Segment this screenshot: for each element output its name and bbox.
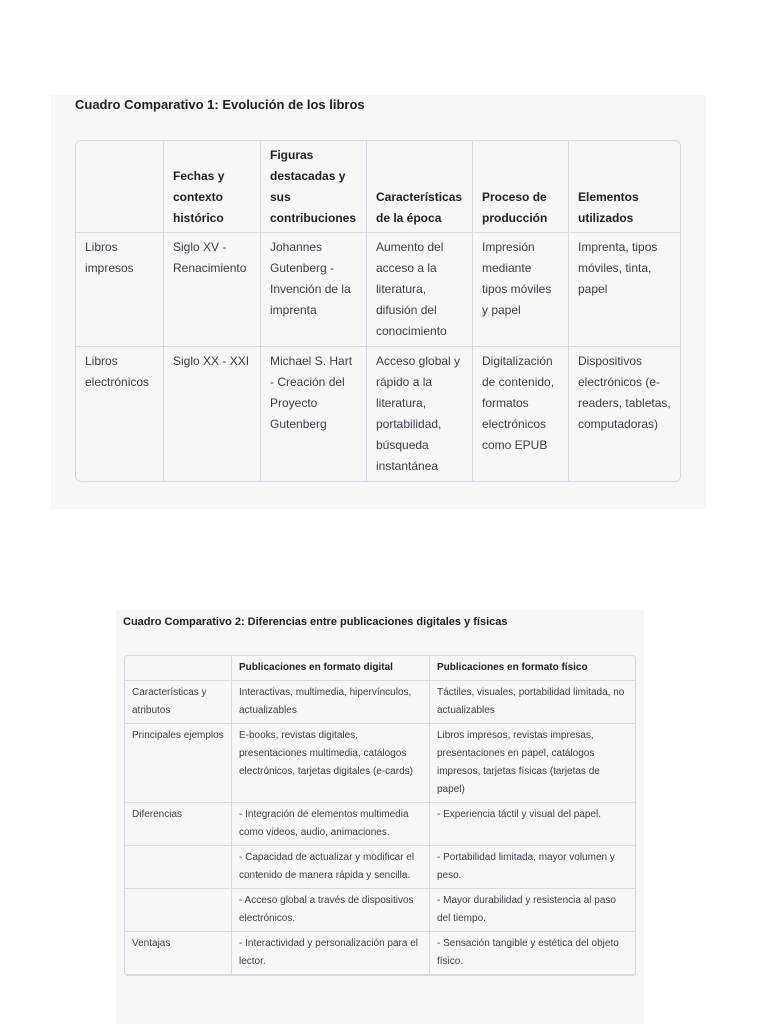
table-cell: - Integración de elementos multimedia como videos, audio, animaciones. [232,803,430,846]
table1-title: Cuadro Comparativo 1: Evolución de los libros [75,97,365,112]
table-row [125,724,635,803]
table-cell: Digitalización de contenido, formatos electrónicos como EPUB [473,347,569,481]
table-cell: - Mayor durabilidad y resistencia al paso del tiempo. [430,889,635,932]
comparison-card-2 [116,610,644,1024]
table1-header: Fechas y contexto histórico [164,141,261,233]
table-cell: Johannes Gutenberg - Invención de la imprenta [261,233,367,347]
table1-header [76,141,164,233]
table-cell: Libros impresos, revistas impresas, presentaciones en papel, catálogos impresos, tarjetas físicas (tarjetas de papel) [430,724,635,803]
table-cell: Diferencias [125,803,232,846]
table-cell: Impresión mediante tipos móviles y papel [473,233,569,347]
table-cell: - Interactividad y personalización para el lector. [232,932,430,975]
table2-header: Publicaciones en formato físico [430,656,635,681]
table-row [125,846,635,889]
table-cell: Libros impresos [76,233,164,347]
table-cell: Imprenta, tipos móviles, tinta, papel [569,233,680,347]
table-row [76,347,680,481]
table-cell: - Capacidad de actualizar y modificar el contenido de manera rápida y sencilla. [232,846,430,889]
table2-header: Publicaciones en formato digital [232,656,430,681]
table-cell: Libros electrónicos [76,347,164,481]
table2-header-row [125,656,635,681]
comparison-card-1 [51,95,706,509]
table1-header: Características de la época [367,141,473,233]
table-row [125,803,635,846]
table-cell: Siglo XV - Renacimiento [164,233,261,347]
table-cell: - Experiencia táctil y visual del papel. [430,803,635,846]
table1-header-row [76,141,680,233]
table1-header: Proceso de producción [473,141,569,233]
table2-title: Cuadro Comparativo 2: Diferencias entre publicaciones digitales y físicas [123,616,508,628]
table-cell: Aumento del acceso a la literatura, difusión del conocimiento [367,233,473,347]
table-cell: Michael S. Hart - Creación del Proyecto Gutenberg [261,347,367,481]
table-cell: Características y atributos [125,681,232,724]
table-cell [125,846,232,889]
table1-header: Elementos utilizados [569,141,680,233]
table-cell: Siglo XX - XXI [164,347,261,481]
comparison-table-2 [124,655,636,976]
table-cell: Acceso global y rápido a la literatura, portabilidad, búsqueda instantánea [367,347,473,481]
table-cell: - Sensación tangible y estética del objeto físico. [430,932,635,975]
table-row [125,889,635,932]
table-cell: - Acceso global a través de dispositivos electrónicos. [232,889,430,932]
table-cell: Interactivas, multimedia, hipervínculos, actualizables [232,681,430,724]
table-cell: Principales ejemplos [125,724,232,803]
table-cell: E-books, revistas digitales, presentaciones multimedia, catálogos electrónicos, tarjetas digitales (e-cards) [232,724,430,803]
table-row [125,932,635,975]
table1-header: Figuras destacadas y sus contribuciones [261,141,367,233]
table-cell: Dispositivos electrónicos (e-readers, tabletas, computadoras) [578,354,671,431]
table-row [125,681,635,724]
comparison-table-1 [75,140,681,482]
table2-header [125,656,232,681]
table-cell: - Portabilidad limitada, mayor volumen y peso. [430,846,635,889]
table-cell: Ventajas [125,932,232,975]
table-row [76,233,680,347]
table-cell [125,889,232,932]
table-cell: Táctiles, visuales, portabilidad limitada, no actualizables [430,681,635,724]
